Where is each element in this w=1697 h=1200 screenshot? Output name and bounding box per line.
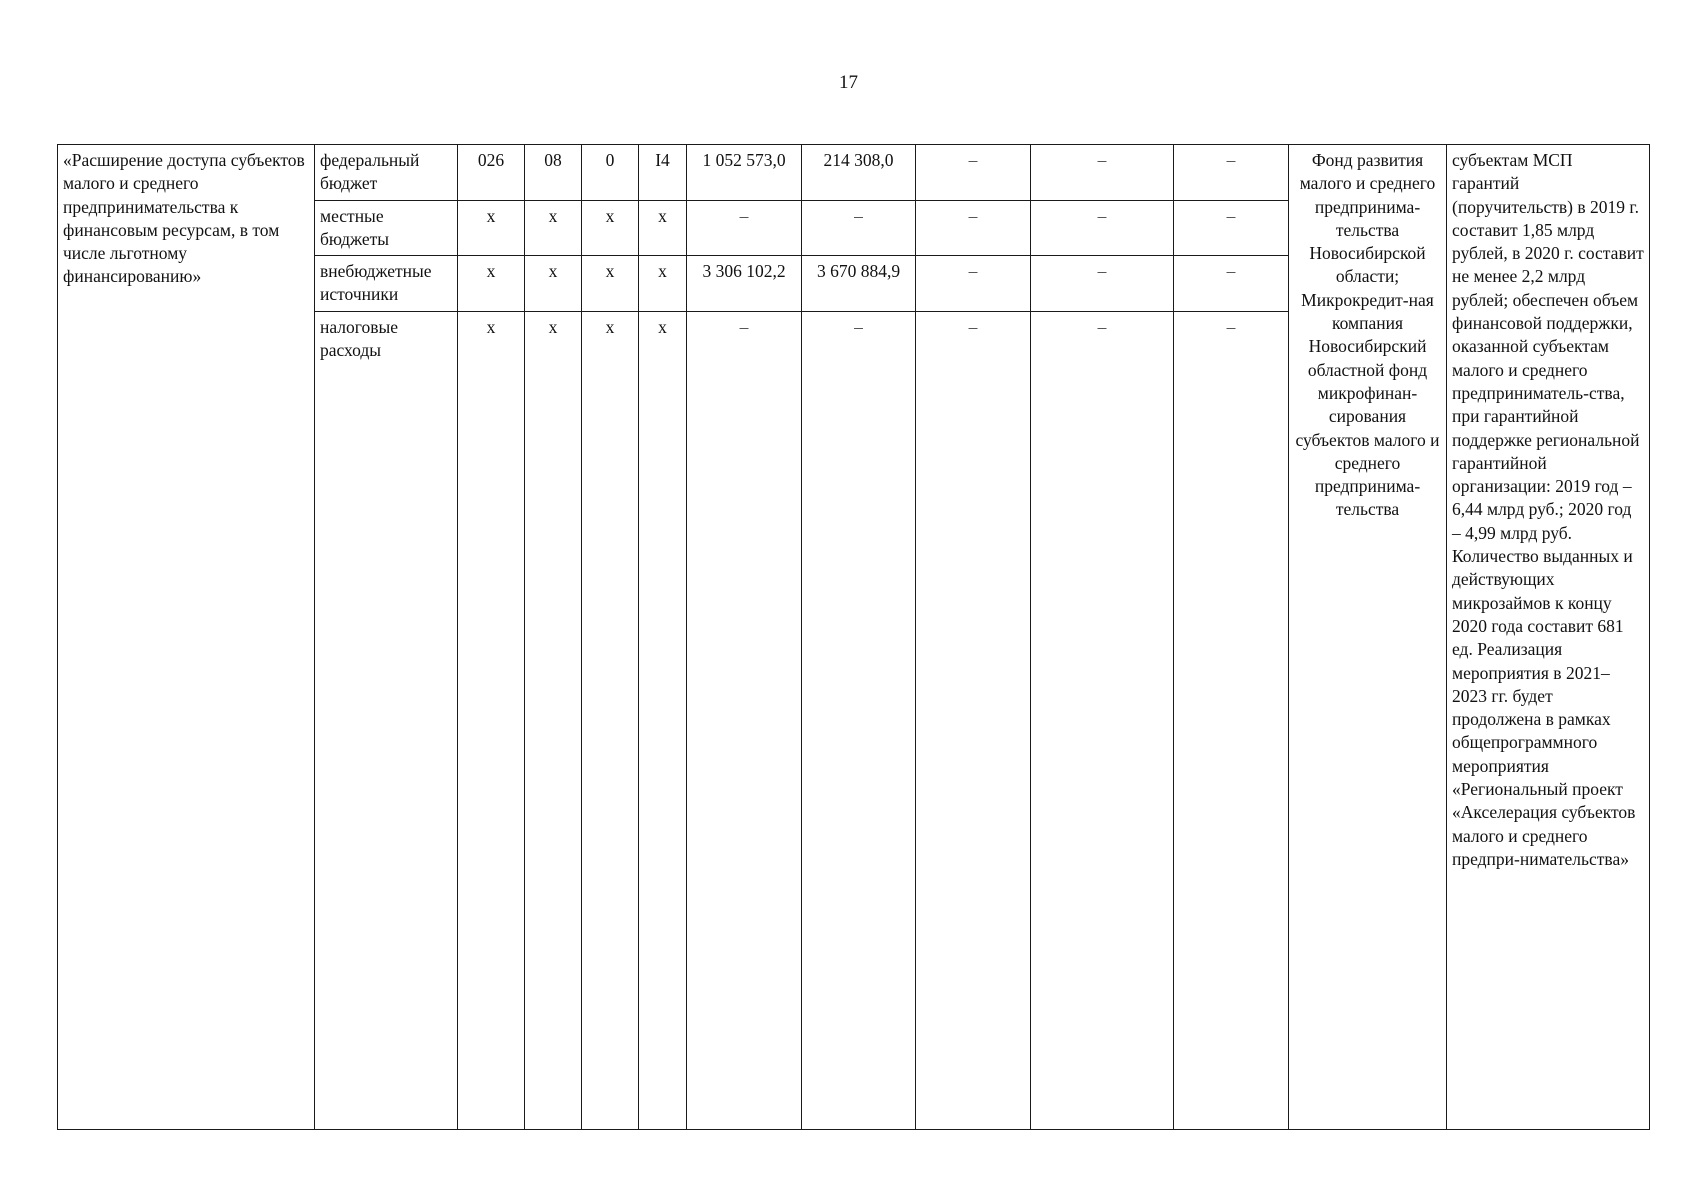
grbs-cell: х <box>458 311 525 1129</box>
amount-2021-cell: – <box>916 200 1031 256</box>
amount-2023-cell: – <box>1174 200 1289 256</box>
rz-cell: х <box>525 311 582 1129</box>
vr-cell: I4 <box>639 145 687 201</box>
grbs-cell: 026 <box>458 145 525 201</box>
amount-2019-cell: – <box>687 200 802 256</box>
program-table <box>57 144 1650 1130</box>
amount-2020-cell: – <box>802 200 916 256</box>
amount-2021-cell: – <box>916 311 1031 1129</box>
cs-cell: х <box>582 200 639 256</box>
amount-2022-cell: – <box>1031 145 1174 201</box>
amount-2020-cell: 3 670 884,9 <box>802 256 916 312</box>
cs-cell: х <box>582 256 639 312</box>
cs-cell: 0 <box>582 145 639 201</box>
vr-cell: х <box>639 256 687 312</box>
funding-source-cell: налоговые расходы <box>315 311 458 1129</box>
amount-2023-cell: – <box>1174 256 1289 312</box>
amount-2023-cell: – <box>1174 145 1289 201</box>
grbs-cell: х <box>458 200 525 256</box>
event-name-cell: «Расширение доступа субъектов малого и среднего предпринимательства к финансовым ресурсам, в том числе льготному финансированию» <box>58 145 315 1130</box>
amount-2019-cell: – <box>687 311 802 1129</box>
amount-2022-cell: – <box>1031 256 1174 312</box>
funding-source-cell: внебюджетные источники <box>315 256 458 312</box>
amount-2019-cell: 1 052 573,0 <box>687 145 802 201</box>
rz-cell: 08 <box>525 145 582 201</box>
amount-2022-cell: – <box>1031 200 1174 256</box>
amount-2020-cell: 214 308,0 <box>802 145 916 201</box>
funding-source-cell: федеральный бюджет <box>315 145 458 201</box>
page-number: 17 <box>839 72 858 93</box>
cs-cell: х <box>582 311 639 1129</box>
amount-2019-cell: 3 306 102,2 <box>687 256 802 312</box>
rz-cell: х <box>525 200 582 256</box>
amount-2021-cell: – <box>916 145 1031 201</box>
vr-cell: х <box>639 200 687 256</box>
amount-2020-cell: – <box>802 311 916 1129</box>
table-row <box>58 145 1650 201</box>
executor-cell: Фонд развития малого и среднего предпринима-тельства Новосибирской области; Микрокредит-ная компания Новосибирский областной фонд микрофинан-сирования субъектов малого и среднего предпринима-тельства <box>1289 145 1447 1130</box>
grbs-cell: х <box>458 256 525 312</box>
amount-2022-cell: – <box>1031 311 1174 1129</box>
funding-source-cell: местные бюджеты <box>315 200 458 256</box>
amount-2023-cell: – <box>1174 311 1289 1129</box>
amount-2021-cell: – <box>916 256 1031 312</box>
rz-cell: х <box>525 256 582 312</box>
result-cell: субъектам МСП гарантий (поручительств) в 2019 г. составит 1,85 млрд рублей, в 2020 г. составит не менее 2,2 млрд рублей; обеспечен объем финансовой поддержки, оказанной субъектам малого и среднего предприниматель-ства, при гарантийной поддержке региональной гарантийной организации: 2019 год – 6,44 млрд руб.; 2020 год – 4,99 млрд руб. Количество выданных и действующих микрозаймов к концу 2020 года составит 681 ед. Реализация мероприятия в 2021–2023 гг. будет продолжена в рамках общепрограммного мероприятия «Региональный проект «Акселерация субъектов малого и среднего предпри-нимательства» <box>1447 145 1650 1130</box>
vr-cell: х <box>639 311 687 1129</box>
